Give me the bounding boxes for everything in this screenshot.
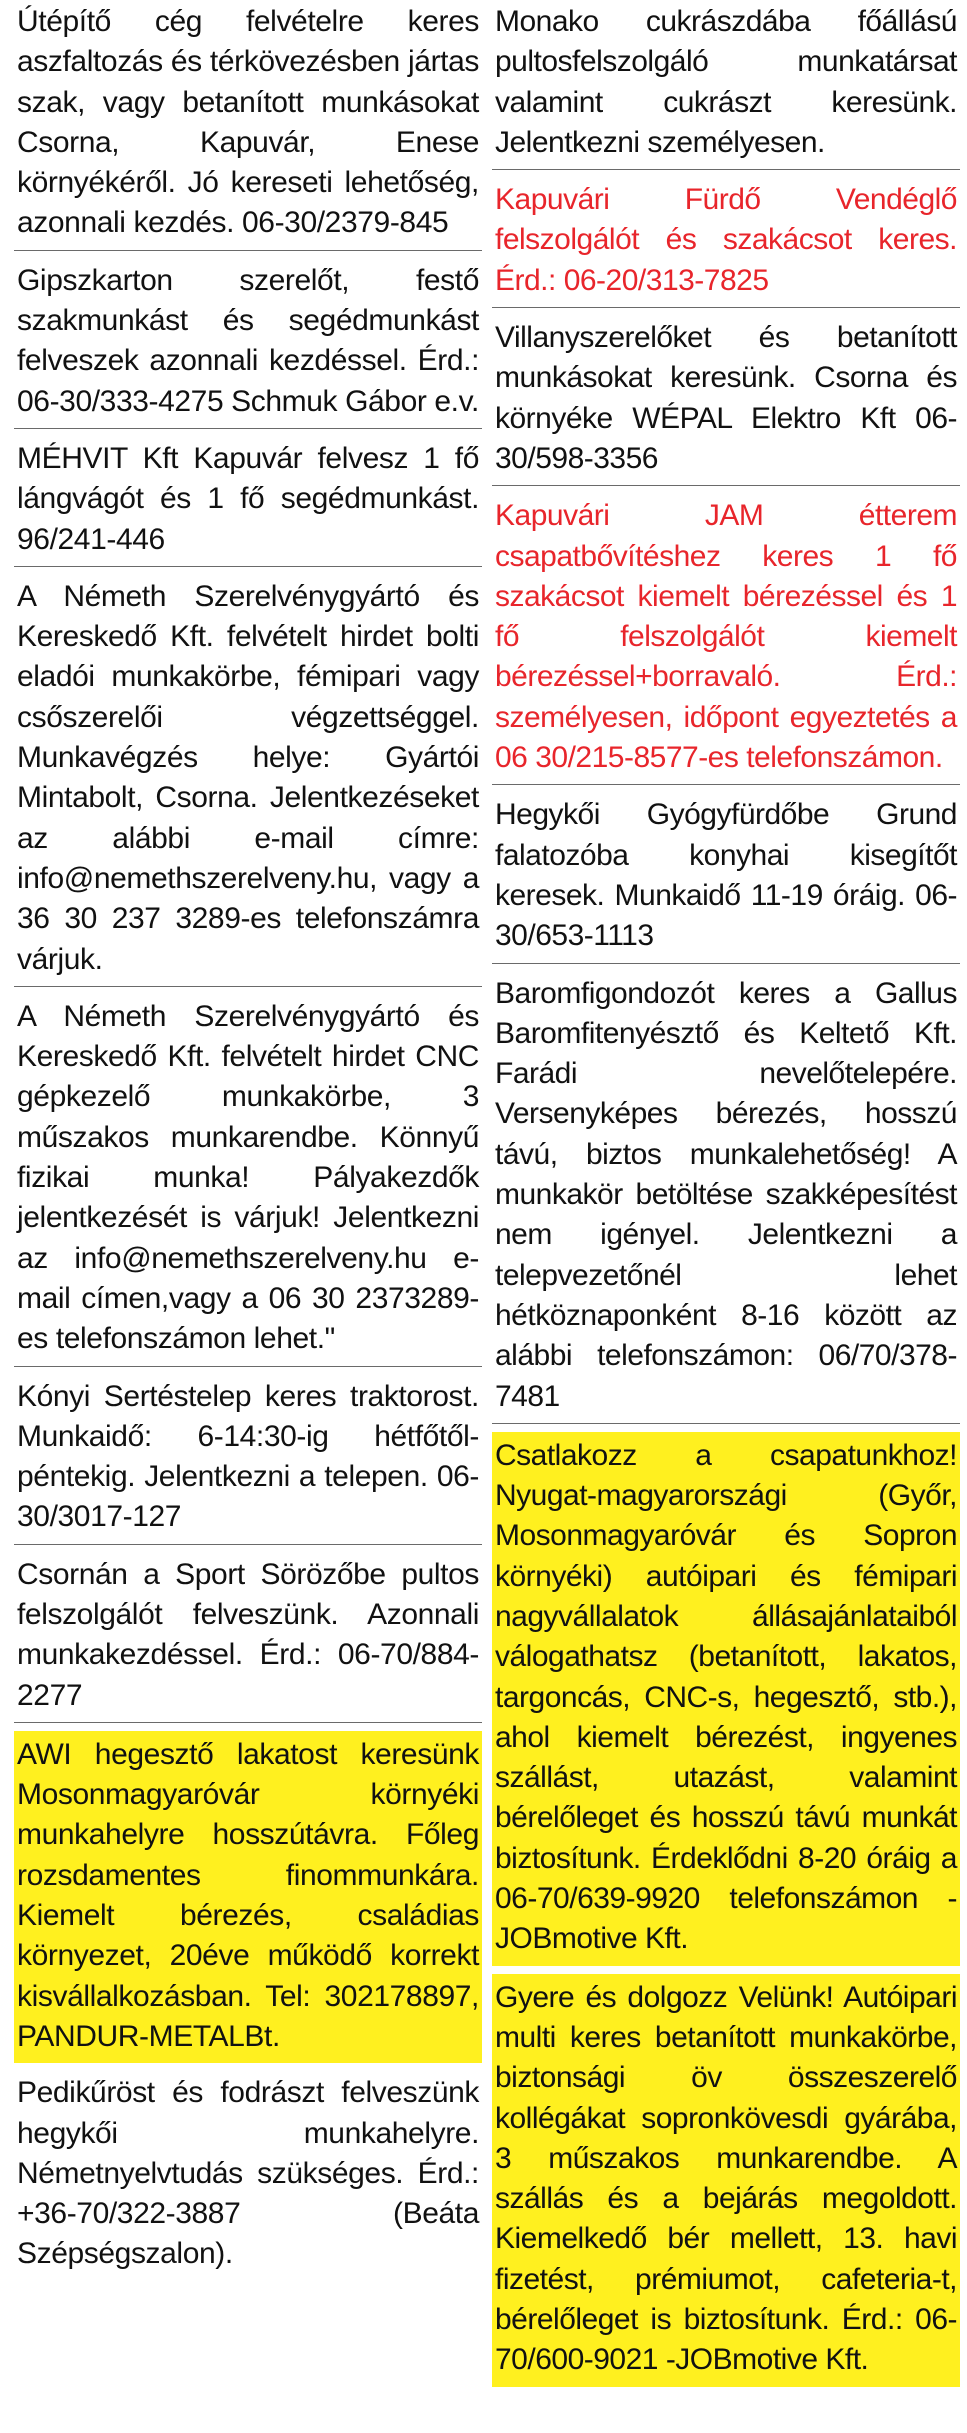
job-ad-jobmotive-gyere: Gyere és dolgozz Velünk! Autóipari multi keres betanított munkakörbe, biztonsági öv összeszerelő kollégákat sopronkövesdi gyárába, 3 műszakos munkarendbe. A szállás és a bejárás megoldott. Kiemelkedő bér mellett, 13. havi fizetést, prémiumot, cafeteria-t, bérelőleget is biztosítunk. Érd.: 06-70/600-9021 -JOBmotive Kft. bbox=[492, 1974, 960, 2387]
job-ad-konyi-sertestelep: Kónyi Sertéstelep keres traktorost. Munkaidő: 6-14:30-ig hétfőtől-péntekig. Jelentkezni a telepen. 06-30/3017-127 bbox=[14, 1375, 482, 1545]
job-ad-utepito: Útépítő cég felvételre keres aszfaltozás és térkövezésben jártas szak, vagy betanított munkásokat Csorna, Kapuvár, Enese környékéről. Jó kereseti lehetőség, azonnali kezdés. 06-30/2379-845 bbox=[14, 0, 482, 251]
job-ad-pedikuros: Pedikűröst és fodrászt felveszünk hegykői munkahelyre. Németnyelvtudás szükséges. Érd.: +36-70/322-3887 (Beáta Szépségszalon). bbox=[17, 2076, 479, 2271]
left-column bbox=[14, 0, 482, 2289]
job-ad-sport-sorozo: Csornán a Sport Sörözőbe pultos felszolgálót felveszünk. Azonnali munkakezdéssel. Érd.: 06-70/884-2277 bbox=[14, 1553, 482, 1723]
job-ad-monako: Monako cukrászdába főállású pultosfelszolgáló munkatársat valamint cukrászt keresünk. Jelentkezni személyesen. bbox=[492, 0, 960, 170]
job-ad-nemeth-cnc: A Németh Szerelvénygyártó és Kereskedő Kft. felvételt hirdet CNC gépkezelő munkakörbe, 3 műszakos munkarendbe. Könnyű fizikai munka! Pályakezdők jelentkezését is várjuk! Jelentkezni az info@nemethszerelveny.hu e-mail címen,vagy a 06 30 2373289-es telefonszámon lehet." bbox=[14, 995, 482, 1367]
job-ad-kapuvari-jam: Kapuvári JAM étterem csapatbővítéshez keres 1 fő szakácsot kiemelt bérezéssel és 1 fő felszolgálót kiemelt bérezéssel+borravaló. Érd.: személyesen, időpont egyeztetés a 06 30/215-8577-es telefonszámon. bbox=[492, 494, 960, 785]
job-ad-kapuvari-furdo: Kapuvári Fürdő Vendéglő felszolgálót és szakácsot keres. Érd.: 06-20/313-7825 bbox=[492, 178, 960, 308]
job-ad-jobmotive-csatlakozz: Csatlakozz a csapatunkhoz! Nyugat-magyarországi (Győr, Mosonmagyaróvár és Sopron környéki) autóipari és fémipari nagyvállalatok állásajánlataiból válogathatsz (betanított, lakatos, targoncás, CNC-s, hegesztő, stb.), ahol kiemelt bérezést, ingyenes szállást, utazást, valamint bérelőleget és hosszú távú munkát biztosítunk. Érdeklődni 8-20 óráig a 06-70/639-9920 telefonszámon -JOBmotive Kft. bbox=[492, 1432, 960, 1966]
job-ad-gipszkarton: Gipszkarton szerelőt, festő szakmunkást és segédmunkást felveszek azonnali kezdéssel. Érd.: 06-30/333-4275 Schmuk Gábor e.v. bbox=[14, 259, 482, 429]
job-ad-hegykoi-grund: Hegykői Gyógyfürdőbe Grund falatozóba konyhai kisegítőt keresek. Munkaidő 11-19 óráig. 06-30/653-1113 bbox=[492, 793, 960, 963]
job-ad-gallus: Baromfigondozót keres a Gallus Baromfitenyésztő és Keltető Kft. Farádi nevelőtelepére. Versenyképes bérezés, hosszú távú, biztos munkalehetőség! A munkakör betöltése szakképesítést nem igényel. Jelentkezni a telepvezetőnél lehet hétköznaponként 8-16 között az alábbi telefonszámon: 06/70/378-7481 bbox=[492, 972, 960, 1424]
job-ad-nemeth-bolti-elado: A Németh Szerelvénygyártó és Kereskedő Kft. felvételt hirdet bolti eladói munkakörbe, fémipari vagy csőszerelői végzettséggel. Munkavégzés helye: Gyártói Mintabolt, Csorna. Jelentkezéseket az alábbi e-mail címre: info@nemethszerelveny.hu, vagy a 36 30 237 3289-es telefonszámra várjuk. bbox=[14, 575, 482, 987]
job-ad-wepal: Villanyszerelőket és betanított munkásokat keresünk. Csorna és környéke WÉPAL Elektro Kft 06-30/598-3356 bbox=[492, 316, 960, 486]
right-column bbox=[492, 0, 960, 2395]
job-ad-mehvit: MÉHVIT Kft Kapuvár felvesz 1 fő lángvágót és 1 fő segédmunkást. 96/241-446 bbox=[14, 437, 482, 567]
job-ad-awi-hegeszto: AWI hegesztő lakatost keresünk Mosonmagyaróvár környéki munkahelyre hosszútávra. Főleg rozsdamentes finommunkára. Kiemelt bérezés, családias környezet, 20éve működő korrekt kisvállalkozásban. Tel: 302178897, PANDUR-METALBt. bbox=[14, 1731, 482, 2063]
